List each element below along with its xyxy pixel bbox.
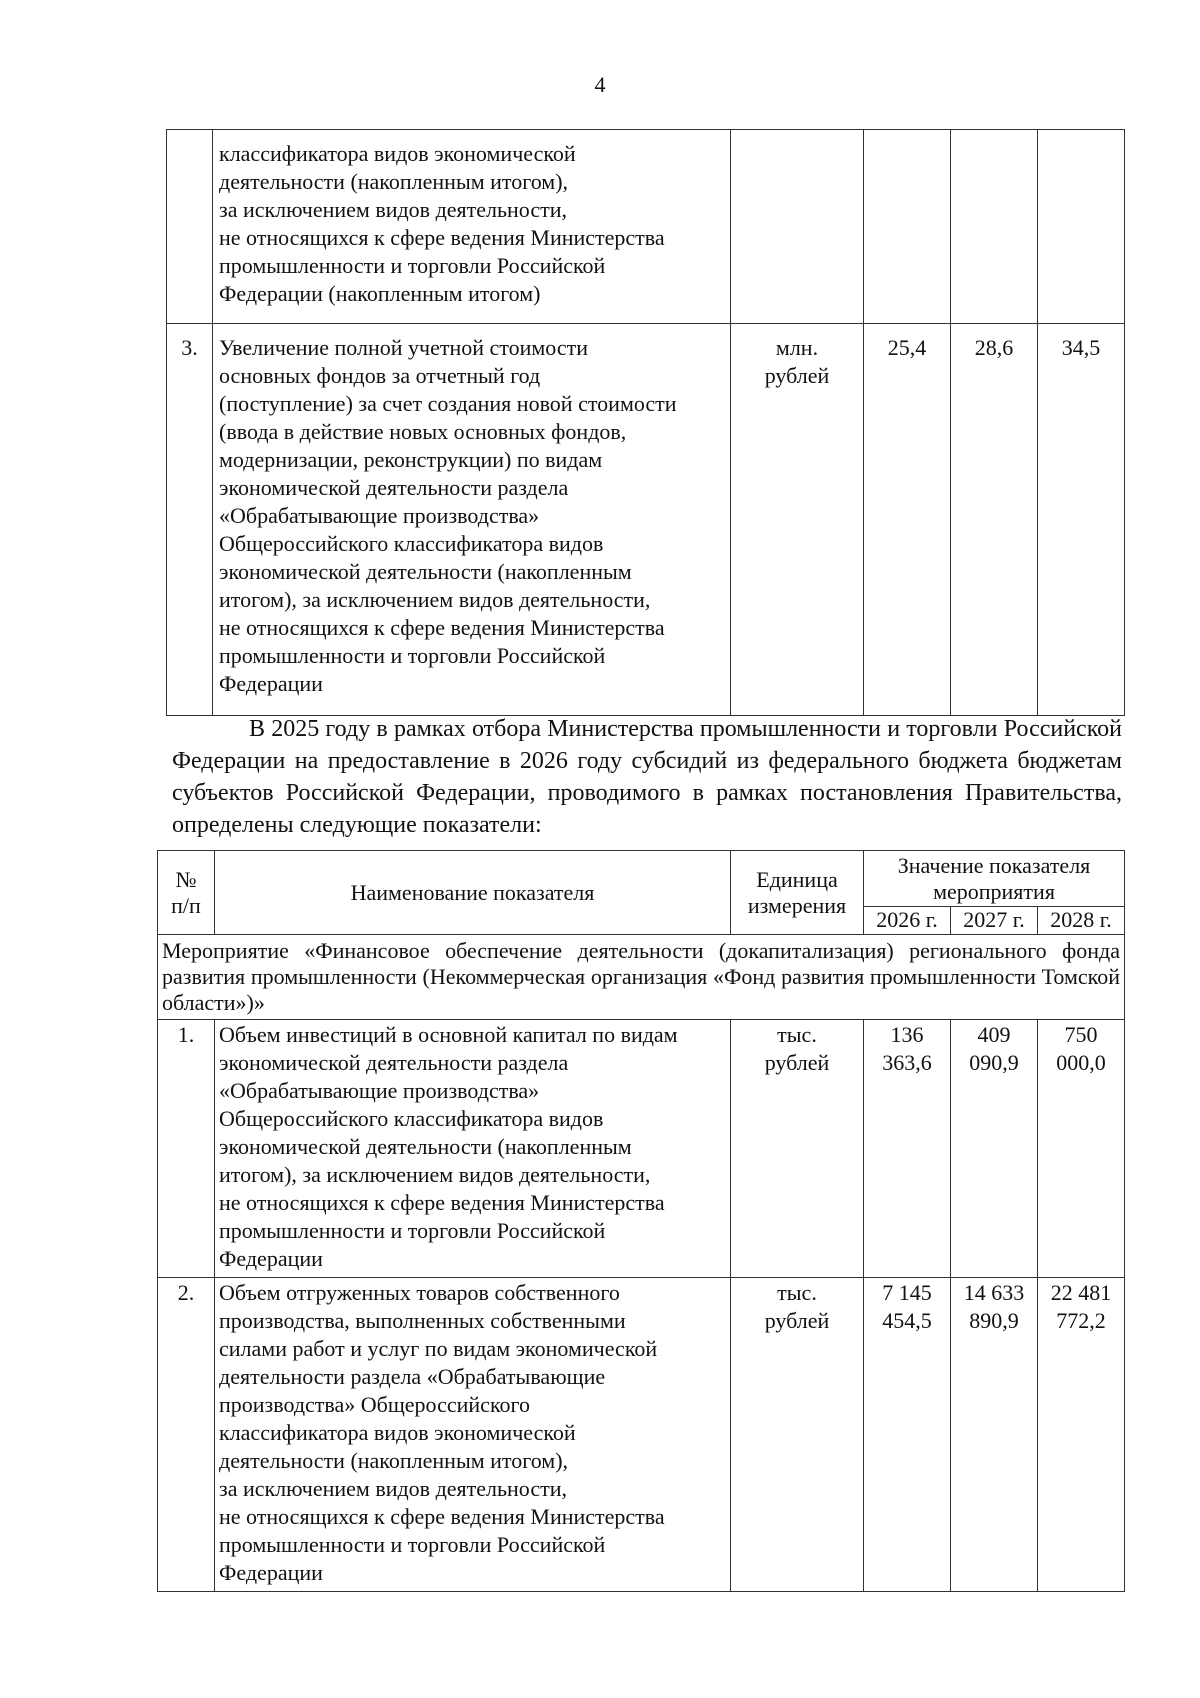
header-year-2027: 2027 г. [951, 907, 1038, 935]
unit-cell [731, 130, 864, 324]
value-2027: 409 090,9 [951, 1020, 1038, 1278]
header-year-2028: 2028 г. [1038, 907, 1125, 935]
value-2026 [864, 130, 951, 324]
table-row [158, 1278, 1125, 1592]
header-number: № п/п [158, 851, 215, 935]
table-row [158, 1020, 1125, 1278]
value-2028: 750 000,0 [1038, 1020, 1125, 1278]
value-2027: 14 633 890,9 [951, 1278, 1038, 1592]
header-year-2026: 2026 г. [864, 907, 951, 935]
row-number [167, 130, 213, 324]
value-2026: 7 145 454,5 [864, 1278, 951, 1592]
indicators-table [157, 850, 1125, 1592]
page-number: 4 [594, 72, 606, 97]
measure-title: Мероприятие «Финансовое обеспечение деятельности (докапитализация) регионального фонда развития промышленности (Некоммерческая организация «Фонд развития промышленности Томской области»)» [158, 935, 1125, 1020]
row-number: 1. [158, 1020, 215, 1278]
indicator-name: Объем отгруженных товаров собственного производства, выполненных собственными силами работ и услуг по видам экономической деятельности раздела «Обрабатывающие производства» Общероссийского классификатора видов экономической деятельности (накопленным итогом), за исключением видов деятельности, не относящихся к сфере ведения Министерства промышленности и торговли Российской Федерации [215, 1278, 731, 1592]
table-header-row [158, 851, 1125, 907]
indicator-name: Объем инвестиций в основной капитал по видам экономической деятельности раздела «Обрабатывающие производства» Общероссийского классификатора видов экономической деятельности (накопленным итогом), за исключением видов деятельности, не относящихся к сфере ведения Министерства промышленности и торговли Российской Федерации [215, 1020, 731, 1278]
indicator-name: Увеличение полной учетной стоимости основных фондов за отчетный год (поступление) за счет создания новой стоимости (ввода в действие новых основных фондов, модернизации, реконструкции) по видам экономической деятельности раздела «Обрабатывающие производства» Общероссийского классификатора видов экономической деятельности (накопленным итогом), за исключением видов деятельности, не относящихся к сфере ведения Министерства промышленности и торговли Российской Федерации [213, 324, 731, 716]
header-values: Значение показателя мероприятия [864, 851, 1125, 907]
indicators-table-continued [166, 129, 1125, 716]
row-number: 2. [158, 1278, 215, 1592]
value-2028: 34,5 [1038, 324, 1125, 716]
table-row [167, 324, 1125, 716]
header-unit: Единица измерения [731, 851, 864, 935]
value-2027: 28,6 [951, 324, 1038, 716]
indicator-name: классификатора видов экономической деятельности (накопленным итогом), за исключением видов деятельности, не относящихся к сфере ведения Министерства промышленности и торговли Российской Федерации (накопленным итогом) [213, 130, 731, 324]
body-paragraph: В 2025 году в рамках отбора Министерства промышленности и торговли Российской Федерации на предоставление в 2026 году субсидий из федерального бюджета бюджетам субъектов Российской Федерации, проводимого в рамках постановления Правительства, определены следующие показатели: [172, 716, 1122, 838]
value-2027 [951, 130, 1038, 324]
value-2028: 22 481 772,2 [1038, 1278, 1125, 1592]
header-indicator-name: Наименование показателя [215, 851, 731, 935]
value-2026: 25,4 [864, 324, 951, 716]
unit-cell: тыс. рублей [731, 1278, 864, 1592]
row-number: 3. [167, 324, 213, 716]
value-2028 [1038, 130, 1125, 324]
table-row [167, 130, 1125, 324]
value-2026: 136 363,6 [864, 1020, 951, 1278]
unit-cell: млн. рублей [731, 324, 864, 716]
unit-cell: тыс. рублей [731, 1020, 864, 1278]
measure-row [158, 935, 1125, 1020]
